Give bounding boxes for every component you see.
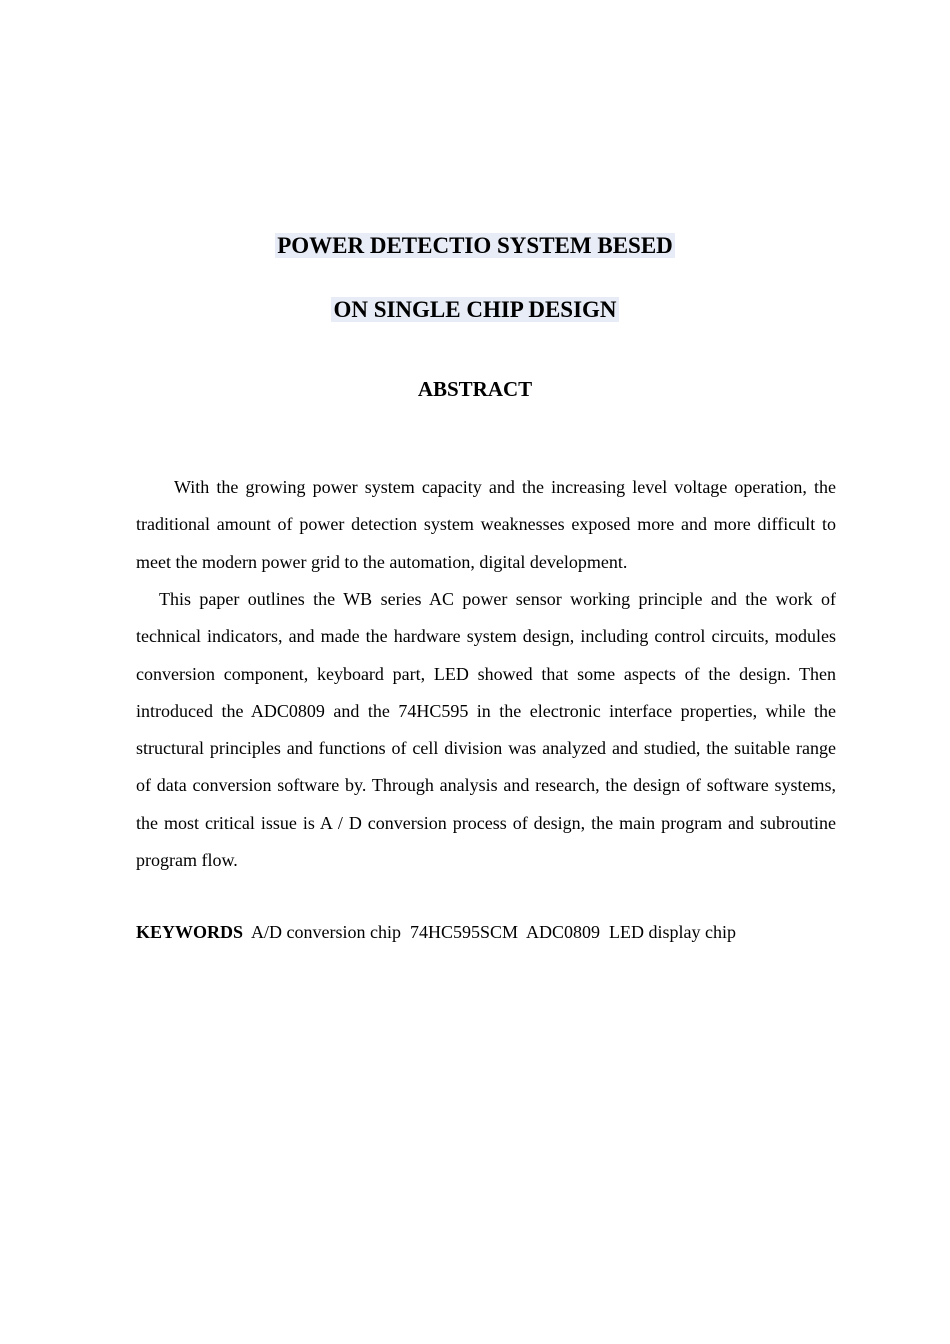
- keywords-list: A/D conversion chip 74HC595SCM ADC0809 LED display chip: [243, 922, 737, 942]
- keywords-line: [136, 919, 856, 945]
- abstract-paragraph-1: With the growing power system capacity and the increasing level voltage operation, the traditional amount of power detection system weaknesses exposed more and more difficult to meet the modern power grid to the automation, digital development.: [136, 477, 836, 572]
- title-line-2-text: ON SINGLE CHIP DESIGN: [333, 297, 617, 322]
- abstract-paragraph-2: This paper outlines the WB series AC power sensor working principle and the work of technical indicators, and made the hardware system design, including control circuits, modules conversion component, keyboard part, LED showed that some aspects of the design. Then introduced the ADC0809 and the 74HC595 in the electronic interface properties, while the structural principles and functions of cell division was analyzed and studied, the suitable range of data conversion software by. Through analysis and research, the design of software systems, the most critical issue is A / D conversion process of design, the main program and subroutine program flow.: [136, 589, 836, 871]
- title-line-1-text: POWER DETECTIO SYSTEM BESED: [277, 233, 673, 258]
- abstract-heading: ABSTRACT: [417, 377, 533, 401]
- keywords-label: KEYWORDS: [136, 922, 244, 942]
- title-line-2: [0, 296, 950, 324]
- title-line-1: [0, 232, 950, 260]
